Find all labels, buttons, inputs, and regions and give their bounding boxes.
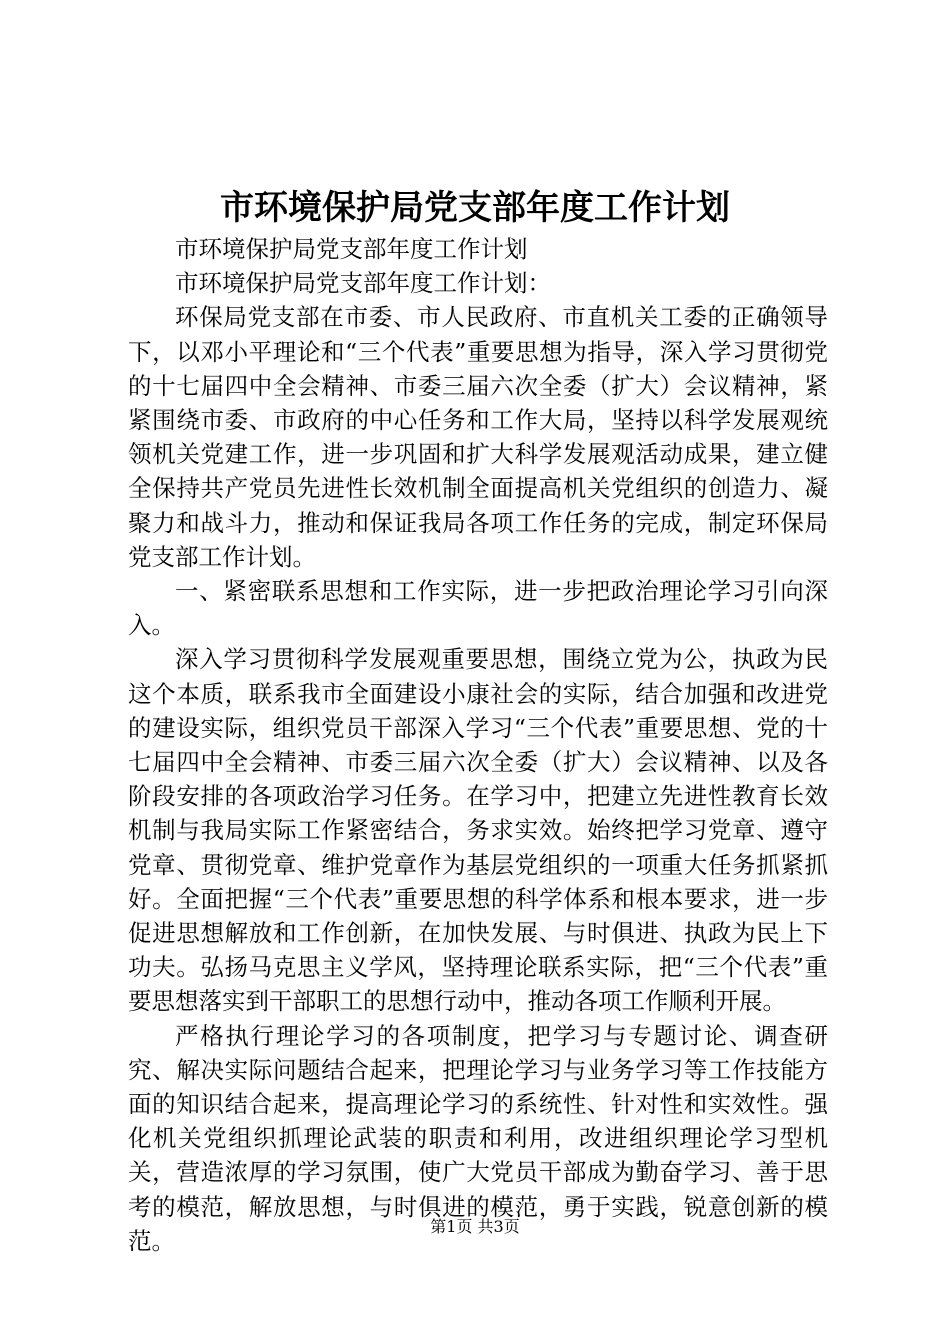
page-number: 第1页 (430, 1217, 473, 1236)
paragraph-subtitle: 市环境保护局党支部年度工作计划 (175, 235, 528, 263)
paragraph-intro: 环保局党支部在市委、市人民政府、市直机关工委的正确领导下，以邓小平理论和“三个代表”重要思想为指导，深入学习贯彻党的十七届四中全会精神、市委三届六次全委（扩大）会议精神，紧紧围绕市委、市政府的中心任务和工作大局，坚持以科学发展观统领机关党建工作，进一步巩固和扩大科学发展观活动成果，建立健全保持共产党员先进性长效机制全面提高机关党组织的创造力、凝聚力和战斗力，推动和保证我局各项工作任务的完成，制定环保局党支部工作计划。 (128, 303, 828, 571)
paragraph-heading: 市环境保护局党支部年度工作计划： (175, 269, 551, 298)
page-footer (0, 1215, 950, 1239)
page-total: 共3页 (477, 1217, 520, 1236)
document-title: 市环境保护局党支部年度工作计划 (220, 188, 730, 228)
paragraph-section-one-system: 严格执行理论学习的各项制度，把学习与专题讨论、调查研究、解决实际问题结合起来，把理论学习与业务学习等工作技能方面的知识结合起来，提高理论学习的系统性、针对性和实效性。强化机关党组织抓理论武装的职责和利用，改进组织理论学习型机关，营造浓厚的学习氛围，使广大党员干部成为勤奋学习、善于思考的模范，解放思想，与时俱进的模范，勇于实践，锐意创新的模范。 (128, 1021, 828, 1255)
paragraph-section-one-study: 深入学习贯彻科学发展观重要思想，围绕立党为公，执政为民这个本质，联系我市全面建设小康社会的实际，结合加强和改进党的建设实际，组织党员干部深入学习“三个代表”重要思想、党的十七届四中全会精神、市委三届六次全委（扩大）会议精神、以及各阶段安排的各项政治学习任务。在学习中，把建立先进性教育长效机制与我局实际工作紧密结合，务求实效。始终把学习党章、遵守党章、贯彻党章、维护党章作为基层党组织的一项重大任务抓紧抓好。全面把握“三个代表”重要思想的科学体系和根本要求，进一步促进思想解放和工作创新，在加快发展、与时俱进、执政为民上下功夫。弘扬马克思主义学风，坚持理论联系实际，把“三个代表”重要思想落实到干部职工的思想行动中，推动各项工作顺利开展。 (128, 645, 828, 1016)
document-body (128, 232, 828, 1258)
paragraph-section-one-heading: 一、紧密联系思想和工作实际，进一步把政治理论学习引向深入。 (128, 577, 828, 640)
